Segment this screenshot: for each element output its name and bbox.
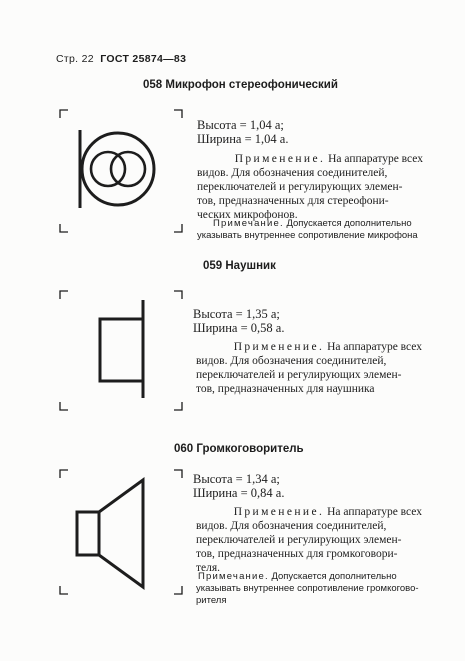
application-line: тов, предназначенных для стереофони- xyxy=(197,195,389,207)
height-line-060: Высота = 1,34 а; xyxy=(193,472,280,486)
section-title-058: 058 Микрофон стереофонический xyxy=(143,79,338,91)
application-label-060: Применение. xyxy=(233,506,325,518)
note-line: указывать внутреннее сопротивление громкогово- xyxy=(196,583,419,594)
width-line-059: Ширина = 0,58 а. xyxy=(193,321,285,335)
application-label-059: Применение. xyxy=(233,341,325,353)
section-title-059: 059 Наушник xyxy=(203,260,276,272)
application-line: На аппаратуре всех xyxy=(327,506,422,518)
frame-corners-059 xyxy=(60,291,182,410)
height-line-059: Высота = 1,35 а; xyxy=(193,307,280,321)
application-line: На аппаратуре всех xyxy=(328,153,423,165)
width-line-060: Ширина = 0,84 а. xyxy=(193,486,285,500)
note-label-060: Примечание. xyxy=(198,571,269,582)
application-line: видов. Для обозначения соединителей, xyxy=(197,167,388,179)
application-line: тов, предназначенных для наушника xyxy=(196,383,375,395)
application-line: На аппаратуре всех xyxy=(327,341,422,353)
note-line: Допускается дополнительно xyxy=(286,218,412,229)
loudspeaker-symbol xyxy=(77,480,143,587)
note-label-058: Примечание. xyxy=(213,218,284,229)
application-line: переключателей и регулирующих элемен- xyxy=(197,181,403,193)
application-label-058: Применение. xyxy=(234,153,326,165)
stereo-microphone-symbol xyxy=(80,130,154,208)
application-line: ческих микрофонов. xyxy=(197,209,298,221)
application-line: переключателей и регулирующих элемен- xyxy=(196,369,402,381)
note-058 xyxy=(197,218,418,242)
width-line-058: Ширина = 1,04 а. xyxy=(197,132,289,146)
application-line: переключателей и регулирующих элемен- xyxy=(196,534,402,546)
standard-number: ГОСТ 25874—83 xyxy=(100,53,187,65)
headphone-symbol xyxy=(100,300,143,398)
application-058 xyxy=(197,152,423,222)
application-line: видов. Для обозначения соединителей, xyxy=(196,355,387,367)
application-line: тов, предназначенных для громкоговори- xyxy=(196,548,398,560)
note-060 xyxy=(196,571,419,607)
application-059 xyxy=(196,340,422,396)
page-number: Стр. 22 xyxy=(56,53,94,65)
note-line: указывать внутреннее сопротивление микрофона xyxy=(197,230,418,241)
height-line-058: Высота = 1,04 а; xyxy=(197,118,284,132)
application-line: видов. Для обозначения соединителей, xyxy=(196,520,387,532)
application-line: теля. xyxy=(196,562,221,574)
frame-corners-058 xyxy=(60,110,182,232)
section-title-060: 060 Громкоговоритель xyxy=(174,443,304,455)
note-line: рителя xyxy=(196,595,227,606)
note-line: Допускается дополнительно xyxy=(271,571,397,582)
application-060 xyxy=(196,505,422,575)
